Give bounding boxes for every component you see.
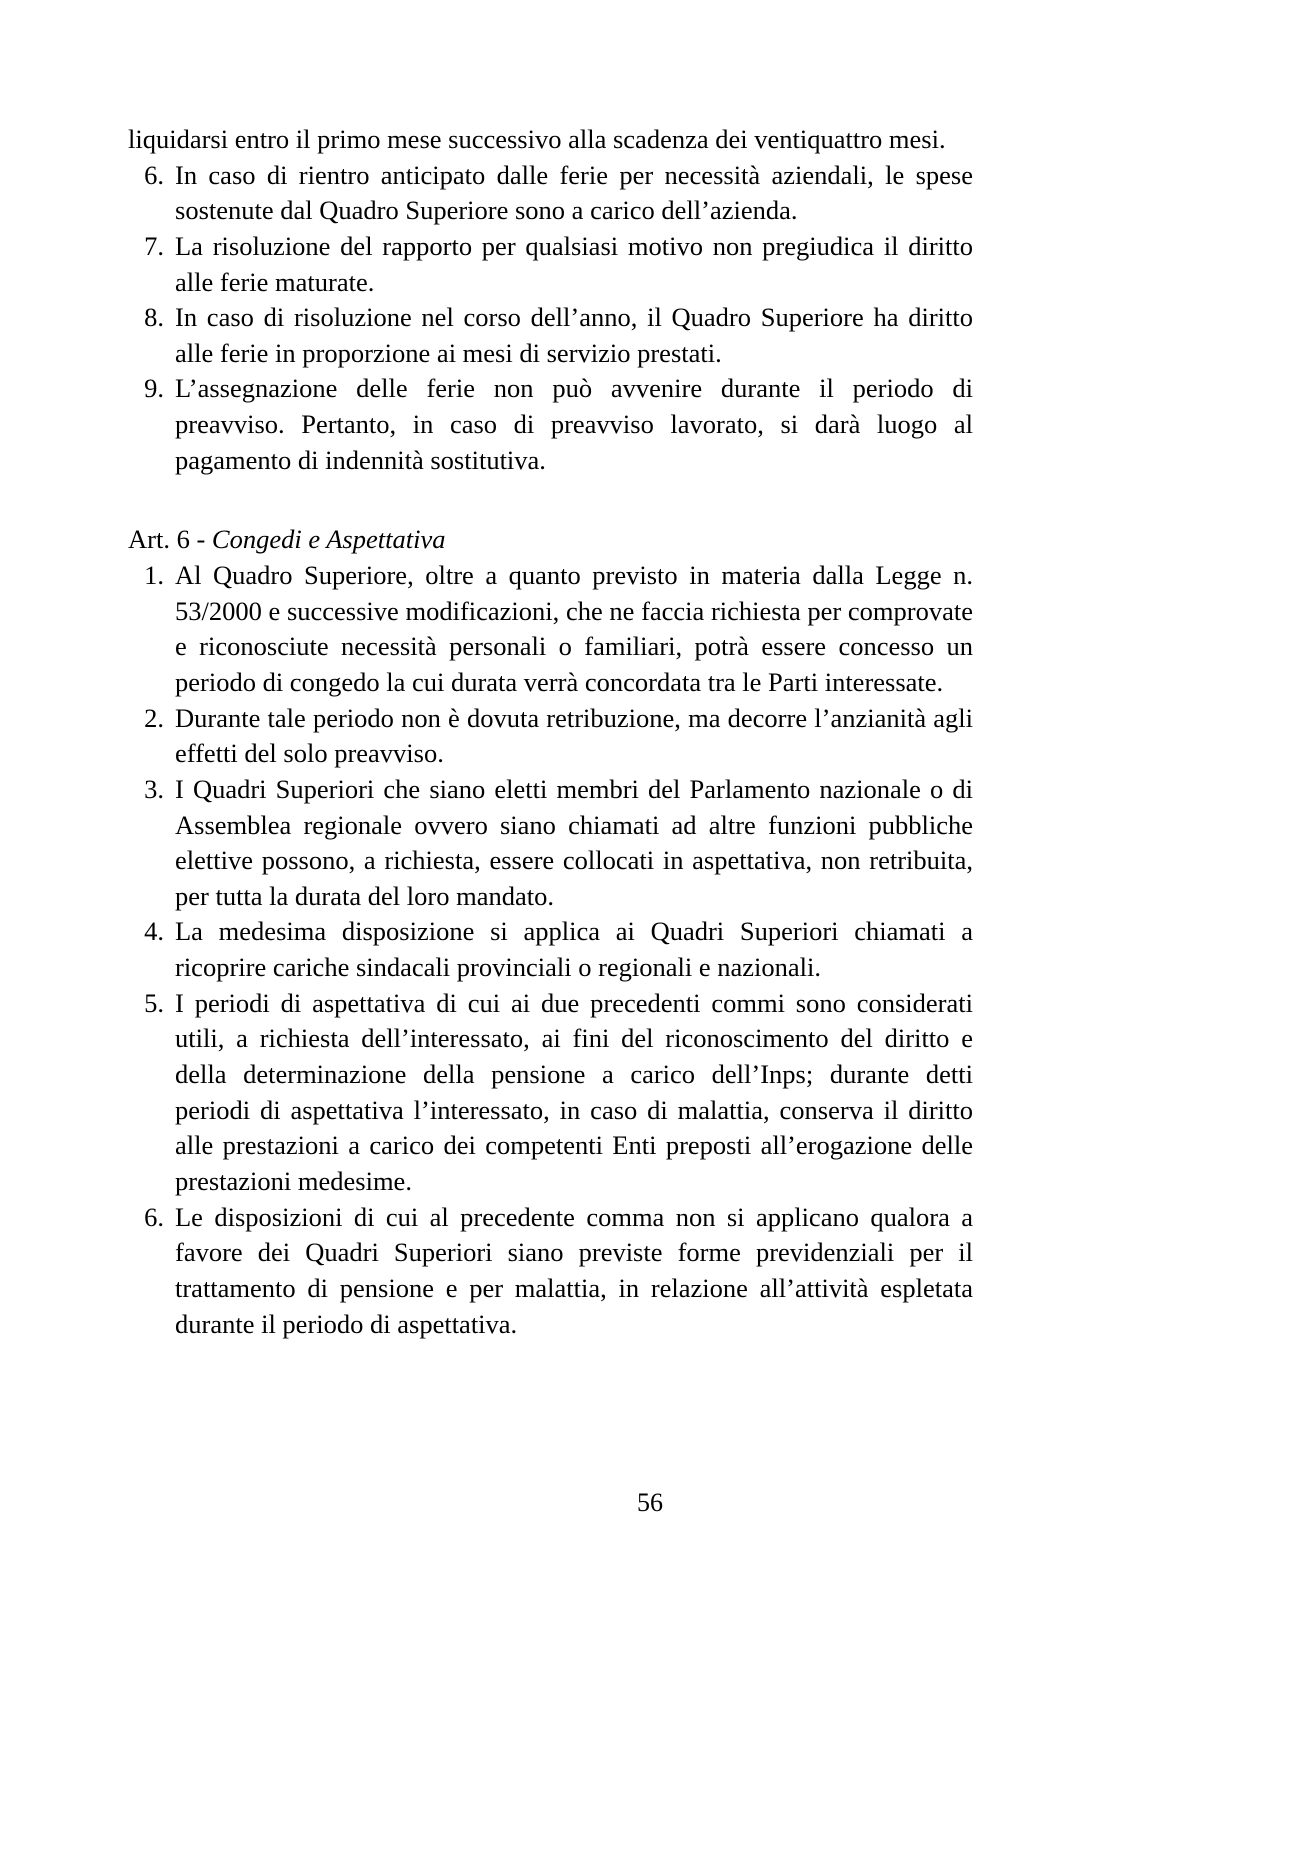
- list-item: [128, 986, 973, 1200]
- list-item-number: 4.: [144, 916, 164, 947]
- list-item-number: 9.: [144, 373, 164, 404]
- list-item: [128, 772, 973, 915]
- list-item-number: 1.: [144, 560, 164, 591]
- section-heading: [128, 522, 973, 558]
- list-item-text: In caso di risoluzione nel corso dell’anno, il Quadro Superiore ha diritto alle ferie in proporzione ai mesi di servizio prestati.: [175, 302, 973, 368]
- list-item-number: 8.: [144, 302, 164, 333]
- list-item-text: La risoluzione del rapporto per qualsiasi motivo non pregiudica il diritto alle ferie maturate.: [175, 230, 973, 297]
- list-item-text: L’assegnazione delle ferie non può avvenire durante il periodo di preavviso. Pertanto, in caso di preavviso lavorato, si darà luogo al pagamento di indennità sostitutiva.: [175, 373, 973, 475]
- list-item: [128, 229, 973, 300]
- list-item-number: 5.: [144, 987, 164, 1018]
- list-item-number: 2.: [144, 702, 164, 733]
- list-item-text: I Quadri Superiori che siano eletti membri del Parlamento nazionale o di Assemblea regionale ovvero siano chiamati ad altre funzioni pubbliche elettive possono, a richiesta, essere collocati in aspettativa, non retribuita, per tutta la durata del loro mandato.: [175, 773, 973, 911]
- list-item: [128, 300, 973, 371]
- list-item: [128, 558, 973, 701]
- section-label: Art. 6 -: [128, 524, 212, 555]
- page-content: [128, 122, 973, 1342]
- list-item-number: 6.: [144, 1201, 164, 1232]
- list-item: [128, 371, 973, 478]
- list-item-text: Al Quadro Superiore, oltre a quanto previsto in materia dalla Legge n. 53/2000 e successive modificazioni, che ne faccia richiesta per comprovate e riconosciute necessità personali o familiari, potrà essere concesso un periodo di congedo la cui durata verrà concordata tra le Parti interessate.: [175, 560, 973, 697]
- page-number: 56: [637, 1488, 663, 1517]
- list-item-number: 3.: [144, 773, 164, 804]
- list-item: [128, 914, 973, 985]
- list-item: [128, 158, 973, 229]
- congedi-clause-list: [128, 558, 973, 1342]
- list-item: [128, 701, 973, 772]
- list-item-text: Durante tale periodo non è dovuta retribuzione, ma decorre l’anzianità agli effetti del solo preavviso.: [175, 702, 973, 769]
- list-item: [128, 1200, 973, 1343]
- list-item-text: La medesima disposizione si applica ai Quadri Superiori chiamati a ricoprire cariche sindacali provinciali o regionali e nazionali.: [175, 916, 973, 983]
- list-item-text: Le disposizioni di cui al precedente comma non si applicano qualora a favore dei Quadri Superiori siano previste forme previdenziali per il trattamento di pensione e per malattia, in relazione all’attività espletata durante il periodo di aspettativa.: [175, 1201, 973, 1339]
- continued-paragraph: liquidarsi entro il primo mese successivo alla scadenza dei ventiquattro mesi.: [128, 124, 946, 154]
- list-item-text: I periodi di aspettativa di cui ai due precedenti commi sono considerati utili, a richiesta dell’interessato, ai fini del riconoscimento del diritto e della determinazione della pensione a carico dell’Inps; durante detti periodi di aspettativa l’interessato, in caso di malattia, conserva il diritto alle prestazioni a carico dei competenti Enti preposti all’erogazione delle prestazioni medesime.: [175, 987, 973, 1196]
- section-title: Congedi e Aspettativa: [211, 524, 446, 555]
- list-item-text: In caso di rientro anticipato dalle ferie per necessità aziendali, le spese sostenute dal Quadro Superiore sono a carico dell’azienda.: [175, 159, 973, 226]
- ferie-clause-list: [128, 158, 973, 479]
- list-item-number: 7.: [144, 230, 164, 261]
- list-item-number: 6.: [144, 159, 164, 190]
